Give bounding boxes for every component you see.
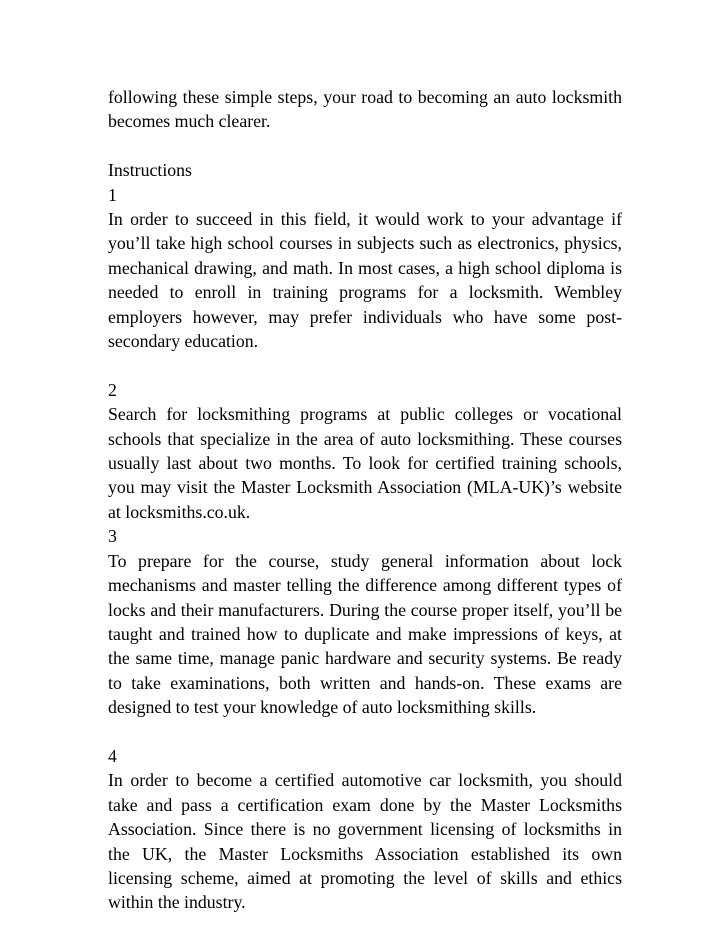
intro-paragraph: following these simple steps, your road to becoming an auto locksmith becomes much clearer. (108, 87, 622, 132)
spacer (108, 353, 622, 377)
spacer (108, 134, 622, 158)
document-page (108, 85, 622, 915)
step-number-1: 1 (108, 184, 117, 205)
step-text-4: In order to become a certified automotive car locksmith, you should take and pass a certification exam done by the Master Locksmiths Association. Since there is no government licensing of locksmiths in the UK, the Master Locksmiths Association established its own licensing scheme, aimed at promoting the level of skills and ethics within the industry. (108, 770, 622, 913)
spacer (108, 720, 622, 744)
step-number-2: 2 (108, 379, 117, 400)
step-text-3: To prepare for the course, study general information about lock mechanisms and master telling the difference among different types of locks and their manufacturers. During the course proper itself, you’ll be taught and trained how to duplicate and make impressions of keys, at the same time, manage panic hardware and security systems. Be ready to take examinations, both written and hands-on. These exams are designed to test your knowledge of auto locksmithing skills. (108, 550, 622, 718)
instructions-heading: Instructions (108, 160, 192, 181)
step-text-2: Search for locksmithing programs at public colleges or vocational schools that specialize in the area of auto locksmithing. These courses usually last about two months. To look for certified training schools, you may visit the Master Locksmith Association (MLA-UK)’s website at locksmiths.co.uk. (108, 404, 622, 522)
step-text-1: In order to succeed in this field, it would work to your advantage if you’ll take high school courses in subjects such as electronics, physics, mechanical drawing, and math. In most cases, a high school diploma is needed to enroll in training programs for a locksmith. Wembley employers however, may prefer individuals who have some post-secondary education. (108, 209, 622, 352)
step-number-3: 3 (108, 526, 117, 547)
step-number-4: 4 (108, 745, 117, 766)
